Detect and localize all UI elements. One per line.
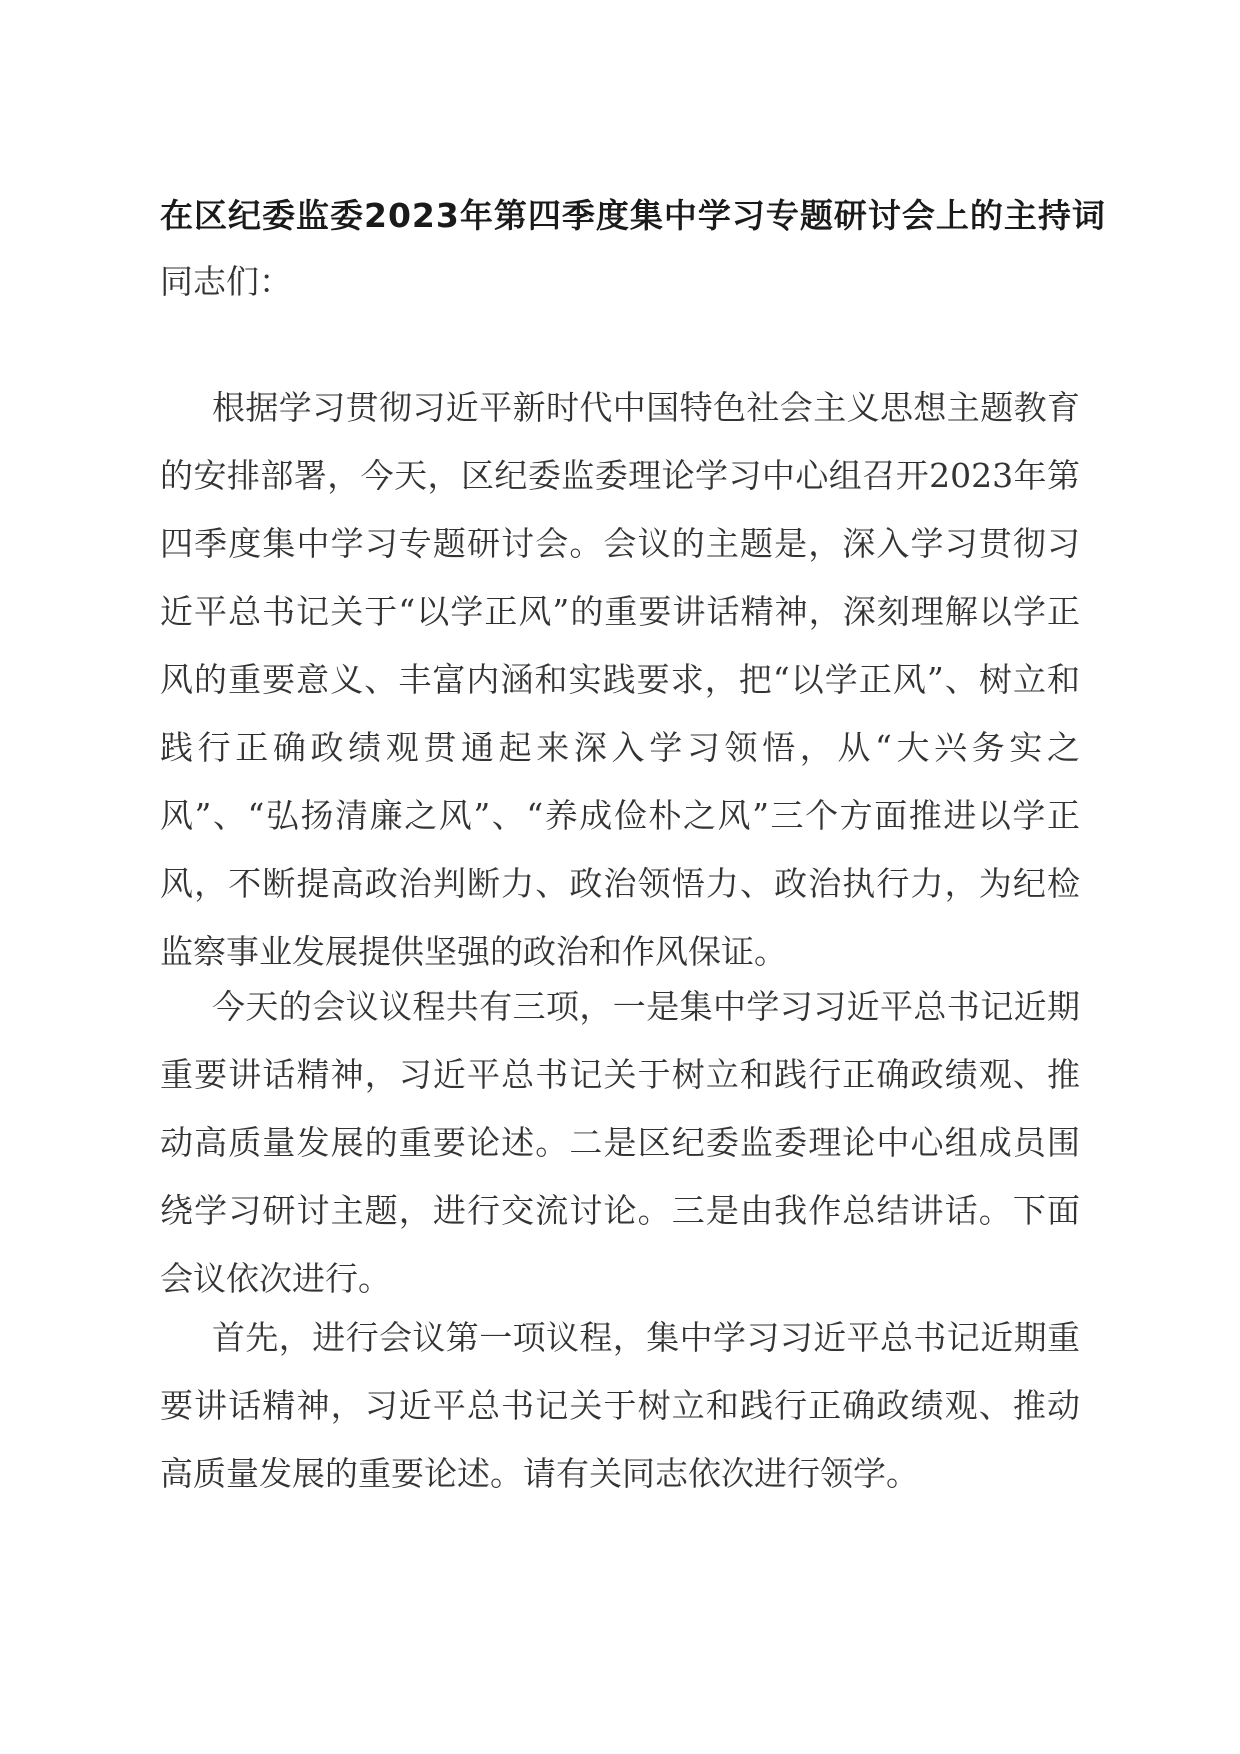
paragraph-agenda: 今天的会议议程共有三项，一是集中学习习近平总书记近期重要讲话精神，习近平总书记关于树立和践行正确政绩观、推动高质量发展的重要论述。二是区纪委监委理论中心组成员围绕学习研讨主题，进行交流讨论。三是由我作总结讲话。下面会议依次进行。 xyxy=(160,987,1080,1298)
paragraph-intro: 根据学习贯彻习近平新时代中国特色社会主义思想主题教育的安排部署，今天，区纪委监委理论学习中心组召开2023年第四季度集中学习专题研讨会。会议的主题是，深入学习贯彻习近平总书记关于“以学正风”的重要讲话精神，深刻理解以学正风的重要意义、丰富内涵和实践要求，把“以学正风”、树立和践行正确政绩观贯通起来深入学习领悟，从“大兴务实之风”、“弘扬清廉之风”、“养成俭朴之风”三个方面推进以学正风，不断提高政治判断力、政治领悟力、政治执行力，为纪检监察事业发展提供坚强的政治和作风保证。 xyxy=(160,388,1080,971)
document-title: 在区纪委监委2023年第四季度集中学习专题研讨会上的主持词 xyxy=(160,196,1106,235)
greeting: 同志们： xyxy=(160,262,292,301)
paragraph-first-item: 首先，进行会议第一项议程，集中学习习近平总书记近期重要讲话精神，习近平总书记关于树立和践行正确政绩观、推动高质量发展的重要论述。请有关同志依次进行领学。 xyxy=(160,1318,1080,1493)
